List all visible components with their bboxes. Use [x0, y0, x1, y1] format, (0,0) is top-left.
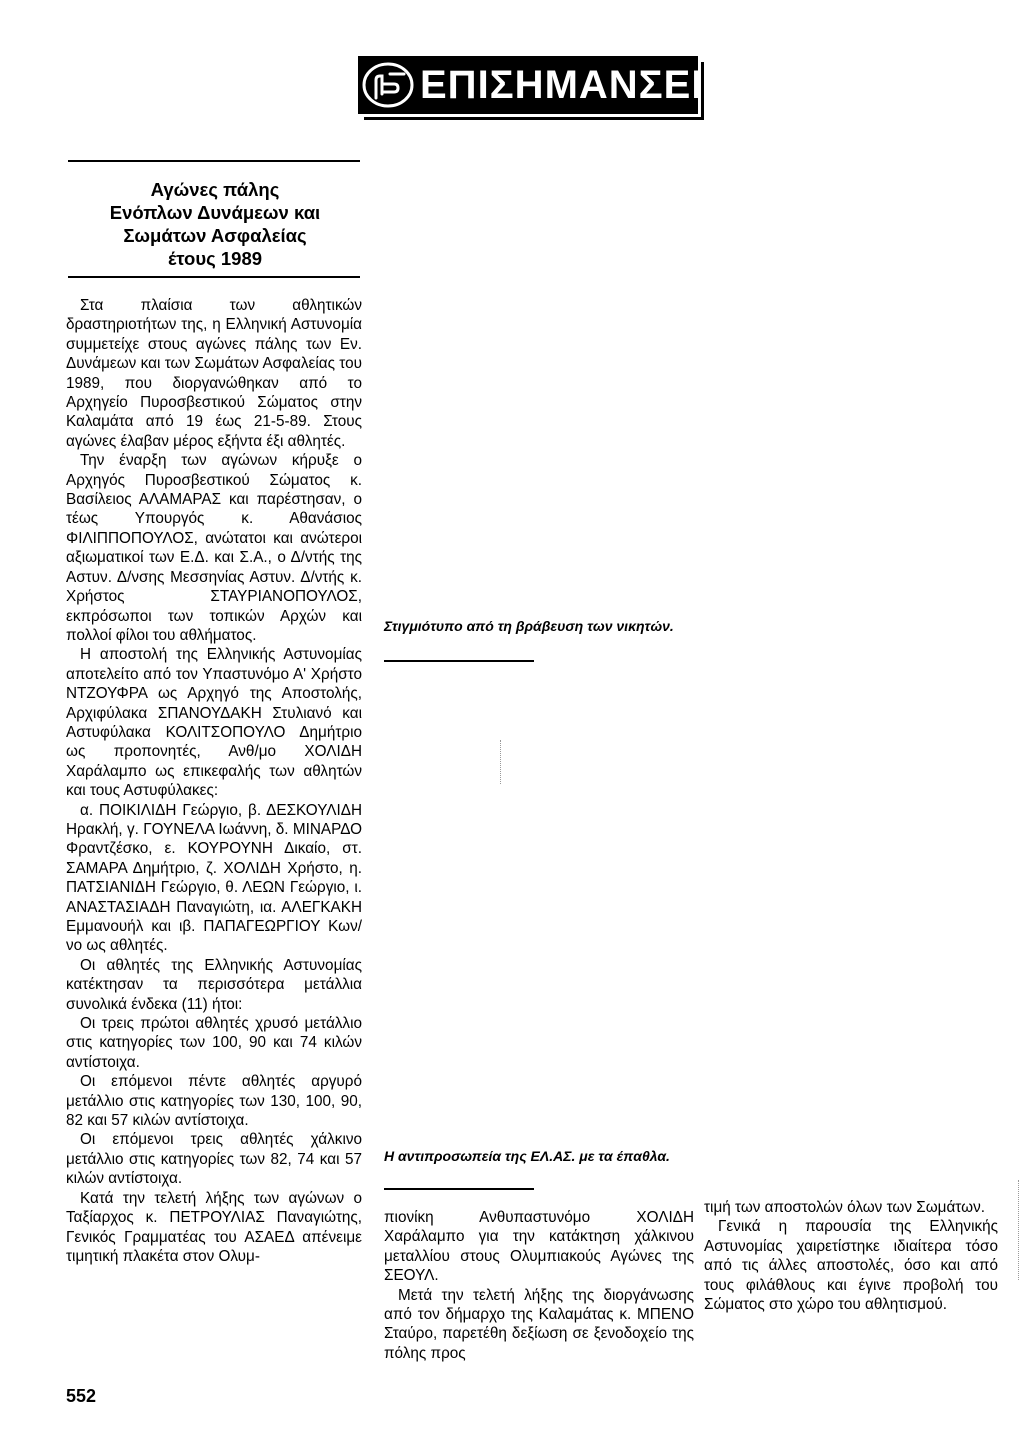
title-line: Αγώνες πάλης [150, 179, 280, 200]
title-bottom-rule [68, 276, 360, 278]
paragraph: Η αποστολή της Ελληνικής Αστυνομίας αποτελείτο από τον Υπαστυνόμο Α' Χρήστο ΝΤΖΟΥΦΡΑ ως Αρχηγό της Αποστολής, Αρχιφύλακα ΣΠΑΝΟΥΔΑΚΗ Στυλιανό και Αστυφύλακα ΚΟΛΙΤΣΟΠΟΥΛΟ Δημήτριο ως προπονητές, Ανθ/μο ΧΟΛΙΔΗ Χαράλαμπο ως επικεφαλής των αθλητών και τους Αστυφύλακες: [66, 646, 362, 800]
title-line: Σωμάτων Ασφαλείας [123, 225, 307, 246]
caption-rule [384, 660, 534, 662]
paragraph: Οι τρεις πρώτοι αθλητές χρυσό μετάλλιο στις κατηγορίες των 100, 90 και 74 κιλών αντίστοιχα. [66, 1015, 362, 1071]
paragraph: Στα πλαίσια των αθλητικών δραστηριοτήτων της, η Ελληνική Αστυνομία συμμετείχε στους αγώνες πάλης των Εν. Δυνάμεων και των Σωμάτων Ασφαλείας του 1989, που διοργανώθηκαν από το Αρχηγείο Πυροσβεστικού Σώματος στην Καλαμάτα από 19 έως 21-5-89. Στους αγώνες έλαβαν μέρος εξήντα έξι αθλητές. [66, 297, 362, 450]
article-body-left [66, 296, 362, 1266]
title-line: έτους 1989 [167, 248, 263, 269]
title-top-rule [68, 160, 360, 162]
paragraph: α. ΠΟΙΚΙΛΙΔΗ Γεώργιο, β. ΔΕΣΚΟΥΛΙΔΗ Ηρακλή, γ. ΓΟΥΝΕΛΑ Ιωάννη, δ. ΜΙΝΑΡΔΟ Φραντζέσκο, ε. ΚΟΥΡΟΥΝΗ Δικαίο, στ. ΣΑΜΑΡΑ Δημήτριο, ζ. ΧΟΛΙΔΗ Χρήστο, η. ΠΑΤΣΙΑΝΙΔΗ Γεώργιο, θ. ΛΕΩΝ Γεώργιο, ι. ΑΝΑΣΤΑΣΙΑΔΗ Παναγιώτη, ια. ΑΛΕΓΚΑΚΗ Εμμανουήλ και ιβ. ΠΑΠΑΓΕΩΡΓΙΟΥ Κων/νο ως αθλητές. [66, 801, 362, 955]
paragraph: Οι αθλητές της Ελληνικής Αστυνομίας κατέκτησαν τα περισσότερα μετάλλια συνολικά ένδεκα (11) ήτοι: [66, 956, 362, 1013]
photo-caption-2: Η αντιπροσωπεία της ΕΛ.ΑΣ. με τα έπαθλα. [384, 1148, 670, 1164]
banner-title: ΕΠΙΣΗΜΑΝΣΕΙΣ [420, 63, 729, 107]
article-body-right [704, 1198, 998, 1314]
section-banner [358, 56, 729, 114]
caption-rule [384, 1188, 534, 1190]
paragraph: Κατά την τελετή λήξης των αγώνων ο Ταξίαρχος κ. ΠΕΤΡΟΥΛΙΑΣ Παναγιώτης, Γενικός Γραμματέας του ΑΣΑΕΔ απένειμε τιμητική πλακέτα στον Ολυμ- [66, 1189, 362, 1265]
paragraph: πιονίκη Ανθυπαστυνόμο ΧΟΛΙΔΗ Χαράλαμπο για την κατάκτηση χάλκινου μεταλλίου στους Ολυμπιακούς Αγώνες της ΣΕΟΥΛ. [384, 1209, 694, 1285]
scan-artifact [1018, 1180, 1020, 1280]
scan-artifact [500, 740, 502, 784]
paragraph: Οι επόμενοι τρεις αθλητές χάλκινο μετάλλιο στις κατηγορίες των 82, 74 και 57 κιλών αντίστοιχα. [66, 1131, 362, 1188]
paragraph: Γενικά η παρουσία της Ελληνικής Αστυνομίας χαιρετίστηκε ιδιαίτερα τόσο από τις άλλες αποστολές, όσο και από τους φιλάθλους και έγινε προβολή του Σώματος στο χώρο του αθλητισμού. [704, 1218, 998, 1314]
paragraph: Την έναρξη των αγώνων κήρυξε ο Αρχηγός Πυροσβεστικού Σώματος κ. Βασίλειος ΑΛΑΜΑΡΑΣ και παρέστησαν, ο τέως Υπουργός κ. Αθανάσιος ΦΙΛΙΠΠΟΠΟΥΛΟΣ, ανώτατοι και ανώτεροι αξιωματικοί των Ε.Δ. και Σ.Α., ο Δ/ντής της Αστυν. Δ/νσης Μεσσηνίας Αστυν. Δ/ντής κ. Χρήστος ΣΤΑΥΡΙΑΝΟΠΟΥΛΟΣ, εκπρόσωποι των τοπικών Αρχών και πολλοί φίλοι του αθλήματος. [66, 452, 362, 644]
paragraph: Μετά την τελετή λήξης της διοργάνωσης από τον δήμαρχο της Καλαμάτας κ. ΜΠΕΝΟ Σταύρο, παρετέθη δεξίωση σε ξενοδοχείο της πόλης προς [384, 1286, 694, 1362]
article-title [72, 178, 358, 270]
paragraph: τιμή των αποστολών όλων των Σωμάτων. [704, 1199, 985, 1216]
paragraph: Οι επόμενοι πέντε αθλητές αργυρό μετάλλιο στις κατηγορίες των 130, 100, 90, 82 και 57 κιλών αντίστοιχα. [66, 1073, 362, 1130]
article-body-middle [384, 1208, 694, 1363]
pointing-hand-icon [360, 60, 416, 110]
page-number: 552 [66, 1386, 97, 1406]
photo-caption-1: Στιγμιότυπο από τη βράβευση των νικητών. [384, 618, 674, 634]
title-line: Ενόπλων Δυνάμεων και [109, 202, 321, 223]
